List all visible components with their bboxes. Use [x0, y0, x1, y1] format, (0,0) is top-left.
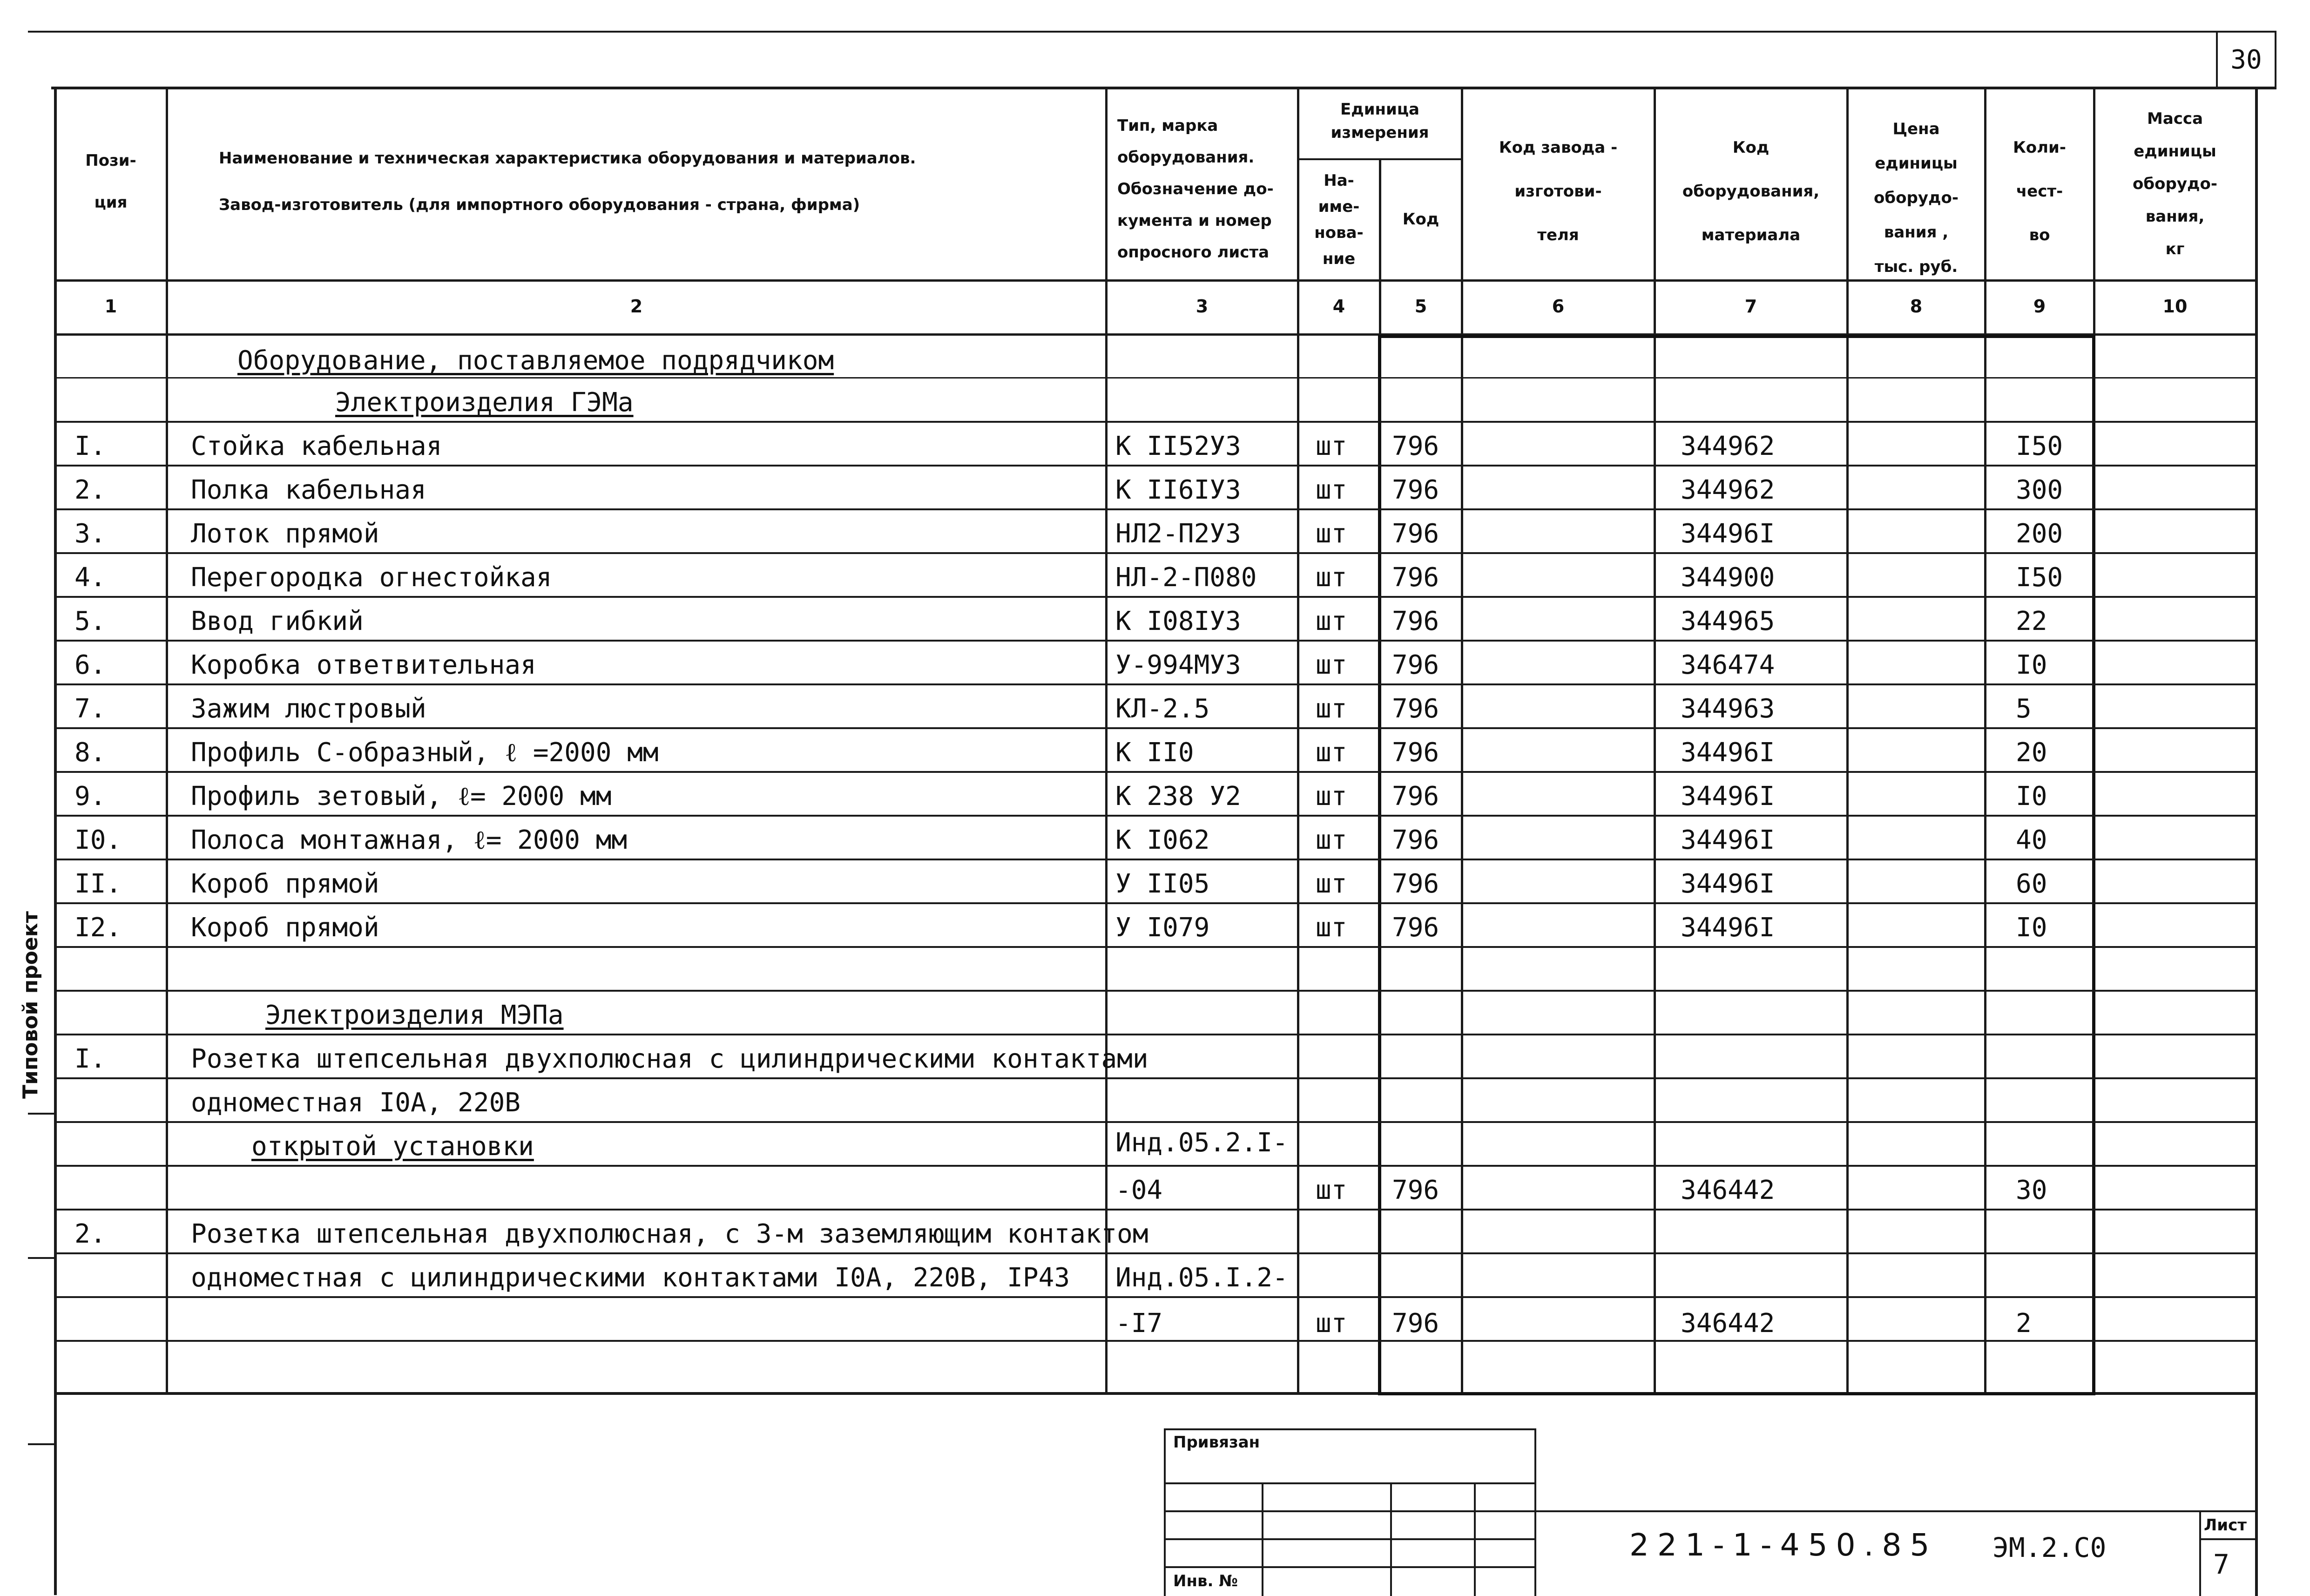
hdr-quantity: Коли- чест- во: [2013, 138, 2066, 244]
material-cell: 344900: [1681, 562, 1775, 593]
code-cell: 796: [1392, 1175, 1439, 1205]
unit-cell: шт: [1316, 475, 1347, 505]
row-line: [54, 815, 2257, 817]
unit-cell: шт: [1316, 781, 1347, 812]
qty-cell: 5: [2016, 694, 2032, 724]
pos-cell: I.: [74, 431, 106, 461]
list-box-line: [2199, 1538, 2257, 1540]
material-cell: 34496I: [1681, 519, 1775, 549]
row-line: [54, 1077, 2257, 1079]
pos-cell: I0.: [74, 825, 122, 855]
type-cell: К I08IУЗ: [1115, 606, 1241, 636]
col-num-3: 3: [1196, 296, 1209, 317]
hdr-mass: Масса единицы оборудо- вания, кг: [2133, 109, 2217, 258]
col-num-1: 1: [104, 296, 117, 317]
pos-cell: 4.: [74, 562, 106, 593]
code-cell: 796: [1392, 475, 1439, 505]
row-line: [54, 1121, 2257, 1123]
type-cell: У-994МУЗ: [1115, 650, 1241, 680]
side-label: Типовой проект: [19, 911, 42, 1099]
row-line: [54, 465, 2257, 467]
col-num-6: 6: [1552, 296, 1565, 317]
qty-cell: 2: [2016, 1308, 2032, 1339]
qty-cell: 60: [2016, 869, 2047, 899]
row-line: [54, 552, 2257, 554]
name-cell: одноместная с цилиндрическими контактами I0А, 220В, IP43: [191, 1263, 1070, 1293]
row-line: [54, 1165, 2257, 1167]
name-cell: Профиль С-образный, ℓ =2000 мм: [191, 737, 659, 768]
bold-col-9-right: [2092, 336, 2095, 1395]
qty-cell: 300: [2016, 475, 2063, 505]
name-cell: одноместная I0А, 220В: [191, 1088, 521, 1118]
row-line: [54, 771, 2257, 773]
row-line: [54, 1209, 2257, 1211]
pos-cell: 2.: [74, 1219, 106, 1249]
bold-col-5-left: [1378, 336, 1381, 1395]
material-cell: 344962: [1681, 431, 1775, 461]
sheet-code: ЭМ.2.С0: [1993, 1532, 2107, 1563]
row-line: [54, 377, 2257, 379]
name-cell: Розетка штепсельная двухполюсная, с 3-м заземляющим контактом: [191, 1219, 1148, 1249]
row-line: [54, 727, 2257, 729]
stamp-box: [1164, 1428, 1536, 1596]
unit-cell: шт: [1316, 1308, 1347, 1339]
code-cell: 796: [1392, 606, 1439, 636]
unit-cell: шт: [1316, 913, 1347, 943]
code-cell: 796: [1392, 781, 1439, 812]
stamp-vline: [1262, 1482, 1263, 1596]
unit-cell: шт: [1316, 562, 1347, 593]
hdr-unit-code: Код: [1402, 210, 1439, 229]
qty-cell: I0: [2016, 781, 2047, 812]
stamp-inv: Инв. №: [1173, 1572, 1238, 1590]
code-cell: 796: [1392, 519, 1439, 549]
stamp-line: [1164, 1510, 1536, 1512]
material-cell: 344965: [1681, 606, 1775, 636]
type-cell: К I062: [1115, 825, 1210, 855]
name-cell: Розетка штепсельная двухполюсная с цилиндрическими контактами: [191, 1044, 1148, 1074]
hdr-unit-name: На- име- нова- ние: [1314, 171, 1364, 268]
name-cell: Зажим люстровый: [191, 694, 426, 724]
pos-cell: I2.: [74, 913, 122, 943]
bold-top: [1378, 335, 2095, 338]
hdr-factory-code: Код завода - изготови- теля: [1499, 138, 1618, 244]
name-cell: Полка кабельная: [191, 475, 426, 505]
pos-cell: II.: [74, 869, 122, 899]
type-cell: КЛ-2.5: [1115, 694, 1210, 724]
type-cell: К II52УЗ: [1115, 431, 1241, 461]
row-line: [54, 1340, 2257, 1342]
name-cell: Короб прямой: [191, 913, 379, 943]
code-cell: 796: [1392, 694, 1439, 724]
group-title-mep: Электроизделия МЭПа: [265, 1000, 564, 1030]
hdr-unit: Единица измерения: [1331, 100, 1429, 142]
pos-cell: 6.: [74, 650, 106, 680]
pos-cell: 2.: [74, 475, 106, 505]
row-line: [54, 1034, 2257, 1035]
pos-cell: 3.: [74, 519, 106, 549]
list-box-left: [2199, 1510, 2201, 1596]
qty-cell: I50: [2016, 431, 2063, 461]
type-cell: НЛ-2-П080: [1115, 562, 1257, 593]
page-number: 30: [2230, 45, 2262, 75]
col-num-10: 10: [2162, 296, 2188, 317]
code-cell: 796: [1392, 737, 1439, 768]
name-cell: Лоток прямой: [191, 519, 379, 549]
qty-cell: I0: [2016, 650, 2047, 680]
hdr-price: Цена единицы оборудо- вания , тыс. руб.: [1874, 120, 1959, 276]
unit-cell: шт: [1316, 519, 1347, 549]
code-cell: 796: [1392, 913, 1439, 943]
pos-cell: 9.: [74, 781, 106, 812]
material-cell: 344962: [1681, 475, 1775, 505]
list-label: Лист: [2204, 1516, 2247, 1535]
col-line-8: [1984, 87, 1986, 1395]
name-cell: Короб прямой: [191, 869, 379, 899]
col-num-9: 9: [2033, 296, 2046, 317]
name-cell: Профиль зетовый, ℓ= 2000 мм: [191, 781, 612, 812]
row-line: [54, 683, 2257, 685]
type-cell: НЛ2-П2УЗ: [1115, 519, 1241, 549]
unit-sub-line: [1297, 158, 1461, 160]
code-cell: 796: [1392, 650, 1439, 680]
unit-cell: шт: [1316, 650, 1347, 680]
material-cell: 344963: [1681, 694, 1775, 724]
hdr-type: Тип, марка оборудования. Обозначение до- кумента и номер опросного листа: [1117, 116, 1274, 262]
material-cell: 34496I: [1681, 825, 1775, 855]
qty-cell: 30: [2016, 1175, 2047, 1205]
pos-cell: 8.: [74, 737, 106, 768]
material-cell: 346442: [1681, 1308, 1775, 1339]
type-cell: Инд.05.2.I-: [1115, 1128, 1288, 1158]
stamp-vline: [1390, 1482, 1392, 1596]
qty-cell: I0: [2016, 913, 2047, 943]
col-line-5: [1461, 87, 1463, 1395]
name-cell: Ввод гибкий: [191, 606, 364, 636]
top-cut-line: [28, 31, 2276, 33]
unit-cell: шт: [1316, 606, 1347, 636]
name-cell: Коробка ответвительная: [191, 650, 536, 680]
frame-top: [51, 87, 2276, 89]
row-line: [54, 596, 2257, 598]
row-line: [54, 946, 2257, 948]
row-line: [54, 421, 2257, 423]
col-num-2: 2: [630, 296, 643, 317]
material-cell: 34496I: [1681, 913, 1775, 943]
name-cell: открытой установки: [251, 1131, 534, 1162]
name-cell: Полоса монтажная, ℓ= 2000 мм: [191, 825, 628, 855]
material-cell: 34496I: [1681, 737, 1775, 768]
col-num-5: 5: [1414, 296, 1427, 317]
row-line: [54, 1252, 2257, 1254]
group-title-gem: Электроизделия ГЭМа: [335, 387, 634, 418]
margin-tick: [28, 1113, 56, 1115]
type-cell: К 238 У2: [1115, 781, 1241, 812]
type-cell: К II0: [1115, 737, 1194, 768]
unit-cell: шт: [1316, 431, 1347, 461]
col-line-6: [1654, 87, 1656, 1395]
row-line: [54, 640, 2257, 642]
col-num-8: 8: [1910, 296, 1923, 317]
qty-cell: 22: [2016, 606, 2047, 636]
col-line-3: [1297, 87, 1299, 1395]
qty-cell: I50: [2016, 562, 2063, 593]
material-cell: 34496I: [1681, 869, 1775, 899]
col-num-7: 7: [1744, 296, 1757, 317]
project-number: 221-1-450.85: [1629, 1527, 1938, 1563]
stamp-line: [1164, 1566, 1536, 1568]
name-cell: Стойка кабельная: [191, 431, 442, 461]
margin-tick: [28, 1257, 56, 1259]
code-cell: 796: [1392, 1308, 1439, 1339]
row-line: [54, 508, 2257, 510]
unit-cell: шт: [1316, 869, 1347, 899]
type-cell: У II05: [1115, 869, 1210, 899]
qty-cell: 200: [2016, 519, 2063, 549]
unit-cell: шт: [1316, 737, 1347, 768]
hdr-pos: Пози- ция: [85, 151, 136, 212]
section-title: Оборудование, поставляемое подрядчиком: [237, 345, 834, 376]
type-cell: К II6IУЗ: [1115, 475, 1241, 505]
type-cell: Инд.05.I.2-: [1115, 1263, 1288, 1293]
row-line: [54, 859, 2257, 860]
stamp-line: [1164, 1482, 1536, 1484]
qty-cell: 20: [2016, 737, 2047, 768]
row-line: [54, 990, 2257, 992]
list-number: 7: [2213, 1549, 2229, 1580]
col-num-4: 4: [1332, 296, 1345, 317]
material-cell: 346474: [1681, 650, 1775, 680]
bold-bottom: [1378, 1392, 2095, 1395]
margin-tick: [28, 1443, 56, 1445]
material-cell: 34496I: [1681, 781, 1775, 812]
title-line: [1536, 1510, 2257, 1512]
pos-cell: 5.: [74, 606, 106, 636]
code-cell: 796: [1392, 562, 1439, 593]
name-cell: Перегородка огнестойкая: [191, 562, 552, 593]
hdr-equipment-code: Код оборудования, материала: [1682, 138, 1820, 244]
page-number-box-right: [2275, 31, 2276, 88]
row-line: [54, 1296, 2257, 1298]
type-cell: У I079: [1115, 913, 1210, 943]
stamp-privyazan: Привязан: [1173, 1433, 1260, 1452]
qty-cell: 40: [2016, 825, 2047, 855]
stamp-vline: [1474, 1482, 1476, 1596]
col-line-1: [166, 87, 168, 1395]
code-cell: 796: [1392, 431, 1439, 461]
unit-cell: шт: [1316, 1175, 1347, 1205]
unit-cell: шт: [1316, 694, 1347, 724]
hdr-name: Наименование и техническая характеристика оборудования и материалов. Завод-изготовитель (для импортного оборудования - страна, фирма): [219, 149, 916, 214]
frame-right: [2255, 87, 2258, 1596]
stamp-line: [1164, 1538, 1536, 1540]
row-line: [54, 902, 2257, 904]
col-line-2: [1105, 87, 1108, 1395]
pos-cell: 7.: [74, 694, 106, 724]
type-cell: -04: [1115, 1175, 1163, 1205]
code-cell: 796: [1392, 869, 1439, 899]
material-cell: 346442: [1681, 1175, 1775, 1205]
unit-cell: шт: [1316, 825, 1347, 855]
code-cell: 796: [1392, 825, 1439, 855]
pos-cell: I.: [74, 1044, 106, 1074]
type-cell: -I7: [1115, 1308, 1163, 1339]
